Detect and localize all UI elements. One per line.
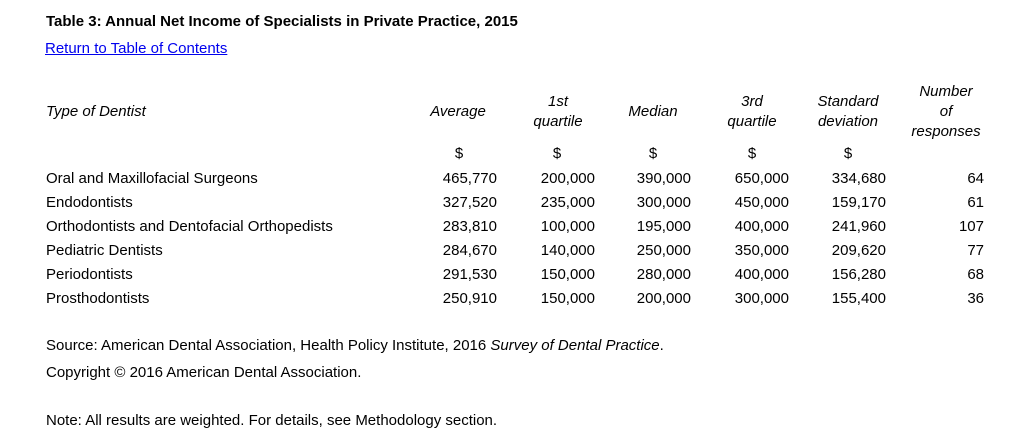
table-title: Table 3: Annual Net Income of Specialists in Private Practice, 2015 [46, 13, 518, 30]
cell-q1: 200,000 [540, 170, 595, 187]
row-label: Prosthodontists [46, 290, 150, 307]
header-number-of-responses-line3: responses [911, 123, 981, 140]
cell-n: 36 [967, 290, 984, 307]
header-standard-deviation [803, 92, 893, 132]
header-3rd-quartile-line1: 3rd [741, 93, 763, 110]
cell-n: 77 [967, 242, 984, 259]
cell-q1: 150,000 [540, 290, 595, 307]
row-label: Endodontists [46, 194, 133, 211]
source-note [46, 337, 664, 354]
cell-n: 107 [958, 218, 984, 235]
cell-n: 61 [967, 194, 984, 211]
header-3rd-quartile-line2: quartile [727, 113, 777, 130]
row-label: Orthodontists and Dentofacial Orthopedists [46, 218, 333, 235]
cell-median: 280,000 [636, 266, 691, 283]
cell-average: 284,670 [442, 242, 497, 259]
header-standard-deviation-line2: deviation [817, 113, 879, 130]
cell-q3: 650,000 [734, 170, 789, 187]
header-median: Median [628, 103, 678, 120]
header-number-of-responses-line2: of [939, 103, 953, 120]
header-1st-quartile-line1: 1st [547, 93, 568, 110]
cell-sd: 156,280 [831, 266, 886, 283]
return-to-toc-link[interactable]: Return to Table of Contents [45, 40, 228, 57]
cell-average: 283,810 [442, 218, 497, 235]
row-label: Periodontists [46, 266, 133, 283]
cell-average: 327,520 [442, 194, 497, 211]
header-number-of-responses-line1: Number [919, 83, 973, 100]
cell-median: 300,000 [636, 194, 691, 211]
header-average: Average [430, 103, 486, 120]
copyright-note: Copyright © 2016 American Dental Association. [46, 364, 362, 381]
cell-median: 390,000 [636, 170, 691, 187]
cell-sd: 155,400 [831, 290, 886, 307]
cell-n: 68 [967, 266, 984, 283]
cell-median: 195,000 [636, 218, 691, 235]
cell-average: 291,530 [442, 266, 497, 283]
header-standard-deviation-line1: Standard [817, 93, 879, 110]
cell-sd: 159,170 [831, 194, 886, 211]
currency-average: $ [454, 145, 464, 162]
cell-q1: 150,000 [540, 266, 595, 283]
row-label: Pediatric Dentists [46, 242, 163, 259]
cell-q1: 140,000 [540, 242, 595, 259]
cell-n: 64 [967, 170, 984, 187]
source-prefix: Source: American Dental Association, Health Policy Institute, 2016 [46, 337, 491, 354]
cell-sd: 334,680 [831, 170, 886, 187]
currency-3rd-quartile: $ [747, 145, 757, 162]
cell-q3: 400,000 [734, 266, 789, 283]
currency-1st-quartile: $ [552, 145, 562, 162]
header-3rd-quartile [712, 92, 792, 132]
header-1st-quartile [518, 92, 598, 132]
cell-median: 200,000 [636, 290, 691, 307]
cell-q1: 100,000 [540, 218, 595, 235]
cell-average: 465,770 [442, 170, 497, 187]
cell-q3: 450,000 [734, 194, 789, 211]
row-label: Oral and Maxillofacial Surgeons [46, 170, 258, 187]
cell-q1: 235,000 [540, 194, 595, 211]
cell-sd: 209,620 [831, 242, 886, 259]
cell-q3: 350,000 [734, 242, 789, 259]
cell-median: 250,000 [636, 242, 691, 259]
cell-sd: 241,960 [831, 218, 886, 235]
source-publication: Survey of Dental Practice [490, 337, 660, 354]
header-1st-quartile-line2: quartile [533, 113, 583, 130]
currency-standard-deviation: $ [843, 145, 853, 162]
currency-median: $ [648, 145, 658, 162]
methodology-note: Note: All results are weighted. For details, see Methodology section. [46, 412, 498, 429]
cell-average: 250,910 [442, 290, 497, 307]
header-type-of-dentist: Type of Dentist [46, 103, 146, 120]
cell-q3: 300,000 [734, 290, 789, 307]
source-suffix: . [659, 337, 664, 354]
header-number-of-responses [900, 82, 992, 142]
cell-q3: 400,000 [734, 218, 789, 235]
